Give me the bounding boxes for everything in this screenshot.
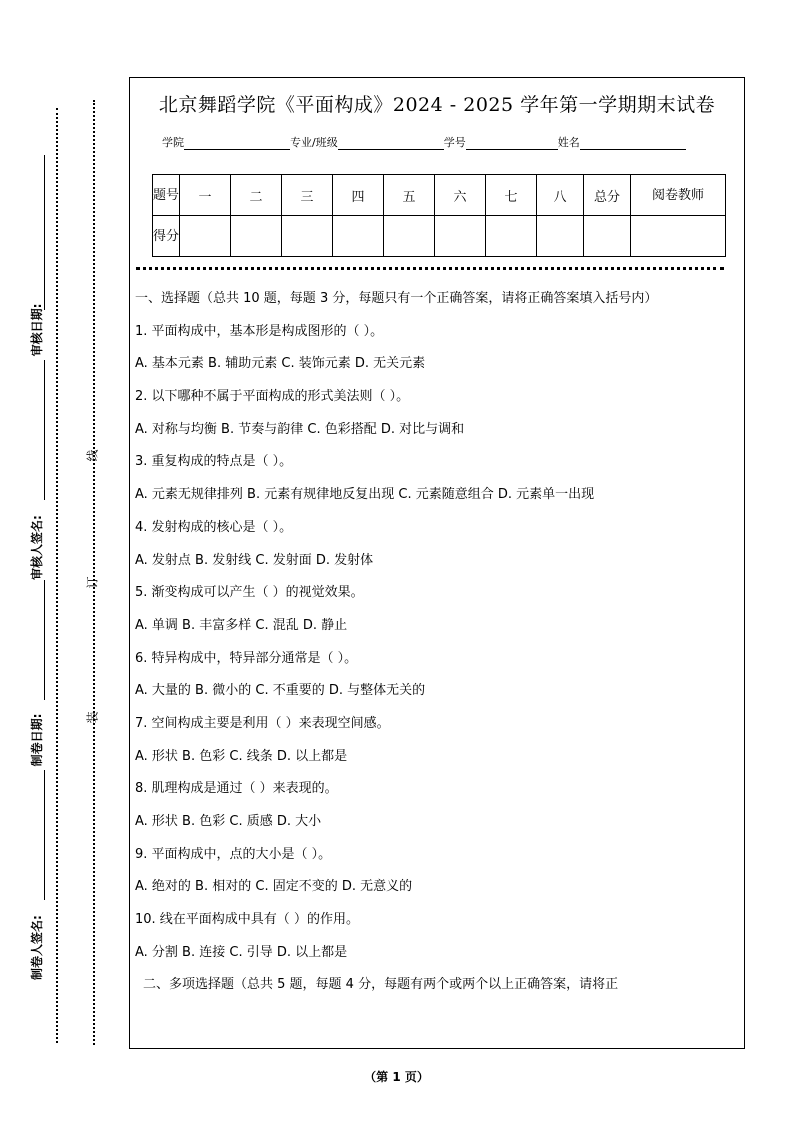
name-label: 姓名 [557, 136, 580, 149]
options-8: A. 形状 B. 色彩 C. 质感 D. 大小 [135, 814, 322, 829]
college-field[interactable] [184, 137, 290, 150]
margin-line-4 [44, 770, 45, 900]
section-1-heading: 一、选择题（总共 10 题，每题 3 分，每题只有一个正确答案，请将正确答案填入括号内） [135, 291, 658, 306]
question-10: 10. 线在平面构成中具有（ ）的作用。 [135, 912, 359, 928]
score-cell-6[interactable] [435, 216, 486, 257]
student-id-label: 学号 [443, 136, 466, 149]
options-9: A. 绝对的 B. 相对的 C. 固定不变的 D. 无意义的 [135, 879, 413, 895]
score-cell-total[interactable] [584, 216, 631, 257]
score-cell-8[interactable] [537, 216, 584, 257]
bind-dotted-line-right [93, 100, 95, 1045]
col-grader: 阅卷教师 [631, 175, 726, 216]
col-7: 七 [486, 175, 537, 216]
question-body [135, 288, 739, 1007]
score-table-score-row [153, 216, 726, 257]
review-date-label: 审核日期: [30, 303, 44, 357]
question-3: 3. 重复构成的特点是（ ）。 [135, 454, 293, 470]
col-6: 六 [435, 175, 486, 216]
question-2: 2. 以下哪种不属于平面构成的形式美法则（ ）。 [135, 389, 410, 405]
dotted-separator [136, 267, 724, 270]
question-7: 7. 空间构成主要是利用（ ）来表现空间感。 [135, 715, 390, 731]
score-cell-5[interactable] [384, 216, 435, 257]
bind-mark-line: 线 [85, 449, 100, 462]
student-info-row [162, 134, 686, 150]
question-5: 5. 渐变构成可以产生（ ）的视觉效果。 [135, 585, 364, 601]
margin-line-2 [44, 360, 45, 500]
page-number: （第 1 页） [364, 1070, 429, 1084]
bind-dotted-line-left [56, 108, 58, 1043]
reviewer-signature-label: 审核人签名: [30, 515, 44, 580]
college-label: 学院 [162, 136, 184, 149]
question-8: 8. 肌理构成是通过（ ）来表现的。 [135, 781, 338, 797]
options-5: A. 单调 B. 丰富多样 C. 混乱 D. 静止 [135, 617, 348, 633]
bind-mark-bind: 装 [85, 711, 100, 724]
options-4: A. 发射点 B. 发射线 C. 发射面 D. 发射体 [135, 552, 374, 568]
col-2: 二 [231, 175, 282, 216]
score-cell-grader[interactable] [631, 216, 726, 257]
options-3: A. 元素无规律排列 B. 元素有规律地反复出现 C. 元素随意组合 D. 元素单一出现 [135, 487, 595, 503]
col-1: 一 [180, 175, 231, 216]
options-1: A. 基本元素 B. 辅助元素 C. 装饰元素 D. 无关元素 [135, 356, 426, 372]
col-total: 总分 [584, 175, 631, 216]
col-4: 四 [333, 175, 384, 216]
exam-sheet [129, 77, 745, 1049]
question-4: 4. 发射构成的核心是（ ）。 [135, 519, 293, 535]
question-6: 6. 特异构成中，特异部分通常是（ ）。 [135, 650, 358, 666]
major-label: 专业/班级 [290, 136, 338, 149]
options-6: A. 大量的 B. 微小的 C. 不重要的 D. 与整体无关的 [135, 683, 426, 699]
margin-line-top [44, 155, 45, 310]
question-9: 9. 平面构成中，点的大小是（ ）。 [135, 846, 332, 862]
score-cell-1[interactable] [180, 216, 231, 257]
options-10: A. 分割 B. 连接 C. 引导 D. 以上都是 [135, 944, 348, 960]
student-id-field[interactable] [466, 137, 558, 150]
section-2-heading: 二、多项选择题（总共 5 题，每题 4 分，每题有两个或两个以上正确答案，请将正 [143, 977, 619, 993]
score-table-header-row [153, 175, 726, 216]
row-label-number: 题号 [153, 175, 180, 216]
score-cell-4[interactable] [333, 216, 384, 257]
score-cell-3[interactable] [282, 216, 333, 257]
bind-mark-staple: 订 [85, 576, 100, 589]
row-label-score: 得分 [153, 216, 180, 257]
maker-signature-label: 制卷人签名: [30, 915, 44, 980]
exam-title: 北京舞蹈学院《平面构成》2024 - 2025 学年第一学期期末试卷 [158, 94, 716, 116]
score-cell-7[interactable] [486, 216, 537, 257]
col-8: 八 [537, 175, 584, 216]
question-1: 1. 平面构成中，基本形是构成图形的（ ）。 [135, 323, 384, 339]
score-cell-2[interactable] [231, 216, 282, 257]
name-field[interactable] [580, 137, 686, 150]
col-3: 三 [282, 175, 333, 216]
options-7: A. 形状 B. 色彩 C. 线条 D. 以上都是 [135, 748, 348, 764]
margin-line-3 [44, 580, 45, 700]
major-field[interactable] [338, 137, 444, 150]
make-date-label: 制卷日期: [30, 713, 44, 767]
options-2: A. 对称与均衡 B. 节奏与韵律 C. 色彩搭配 D. 对比与调和 [135, 421, 465, 437]
score-table [152, 174, 726, 257]
col-5: 五 [384, 175, 435, 216]
